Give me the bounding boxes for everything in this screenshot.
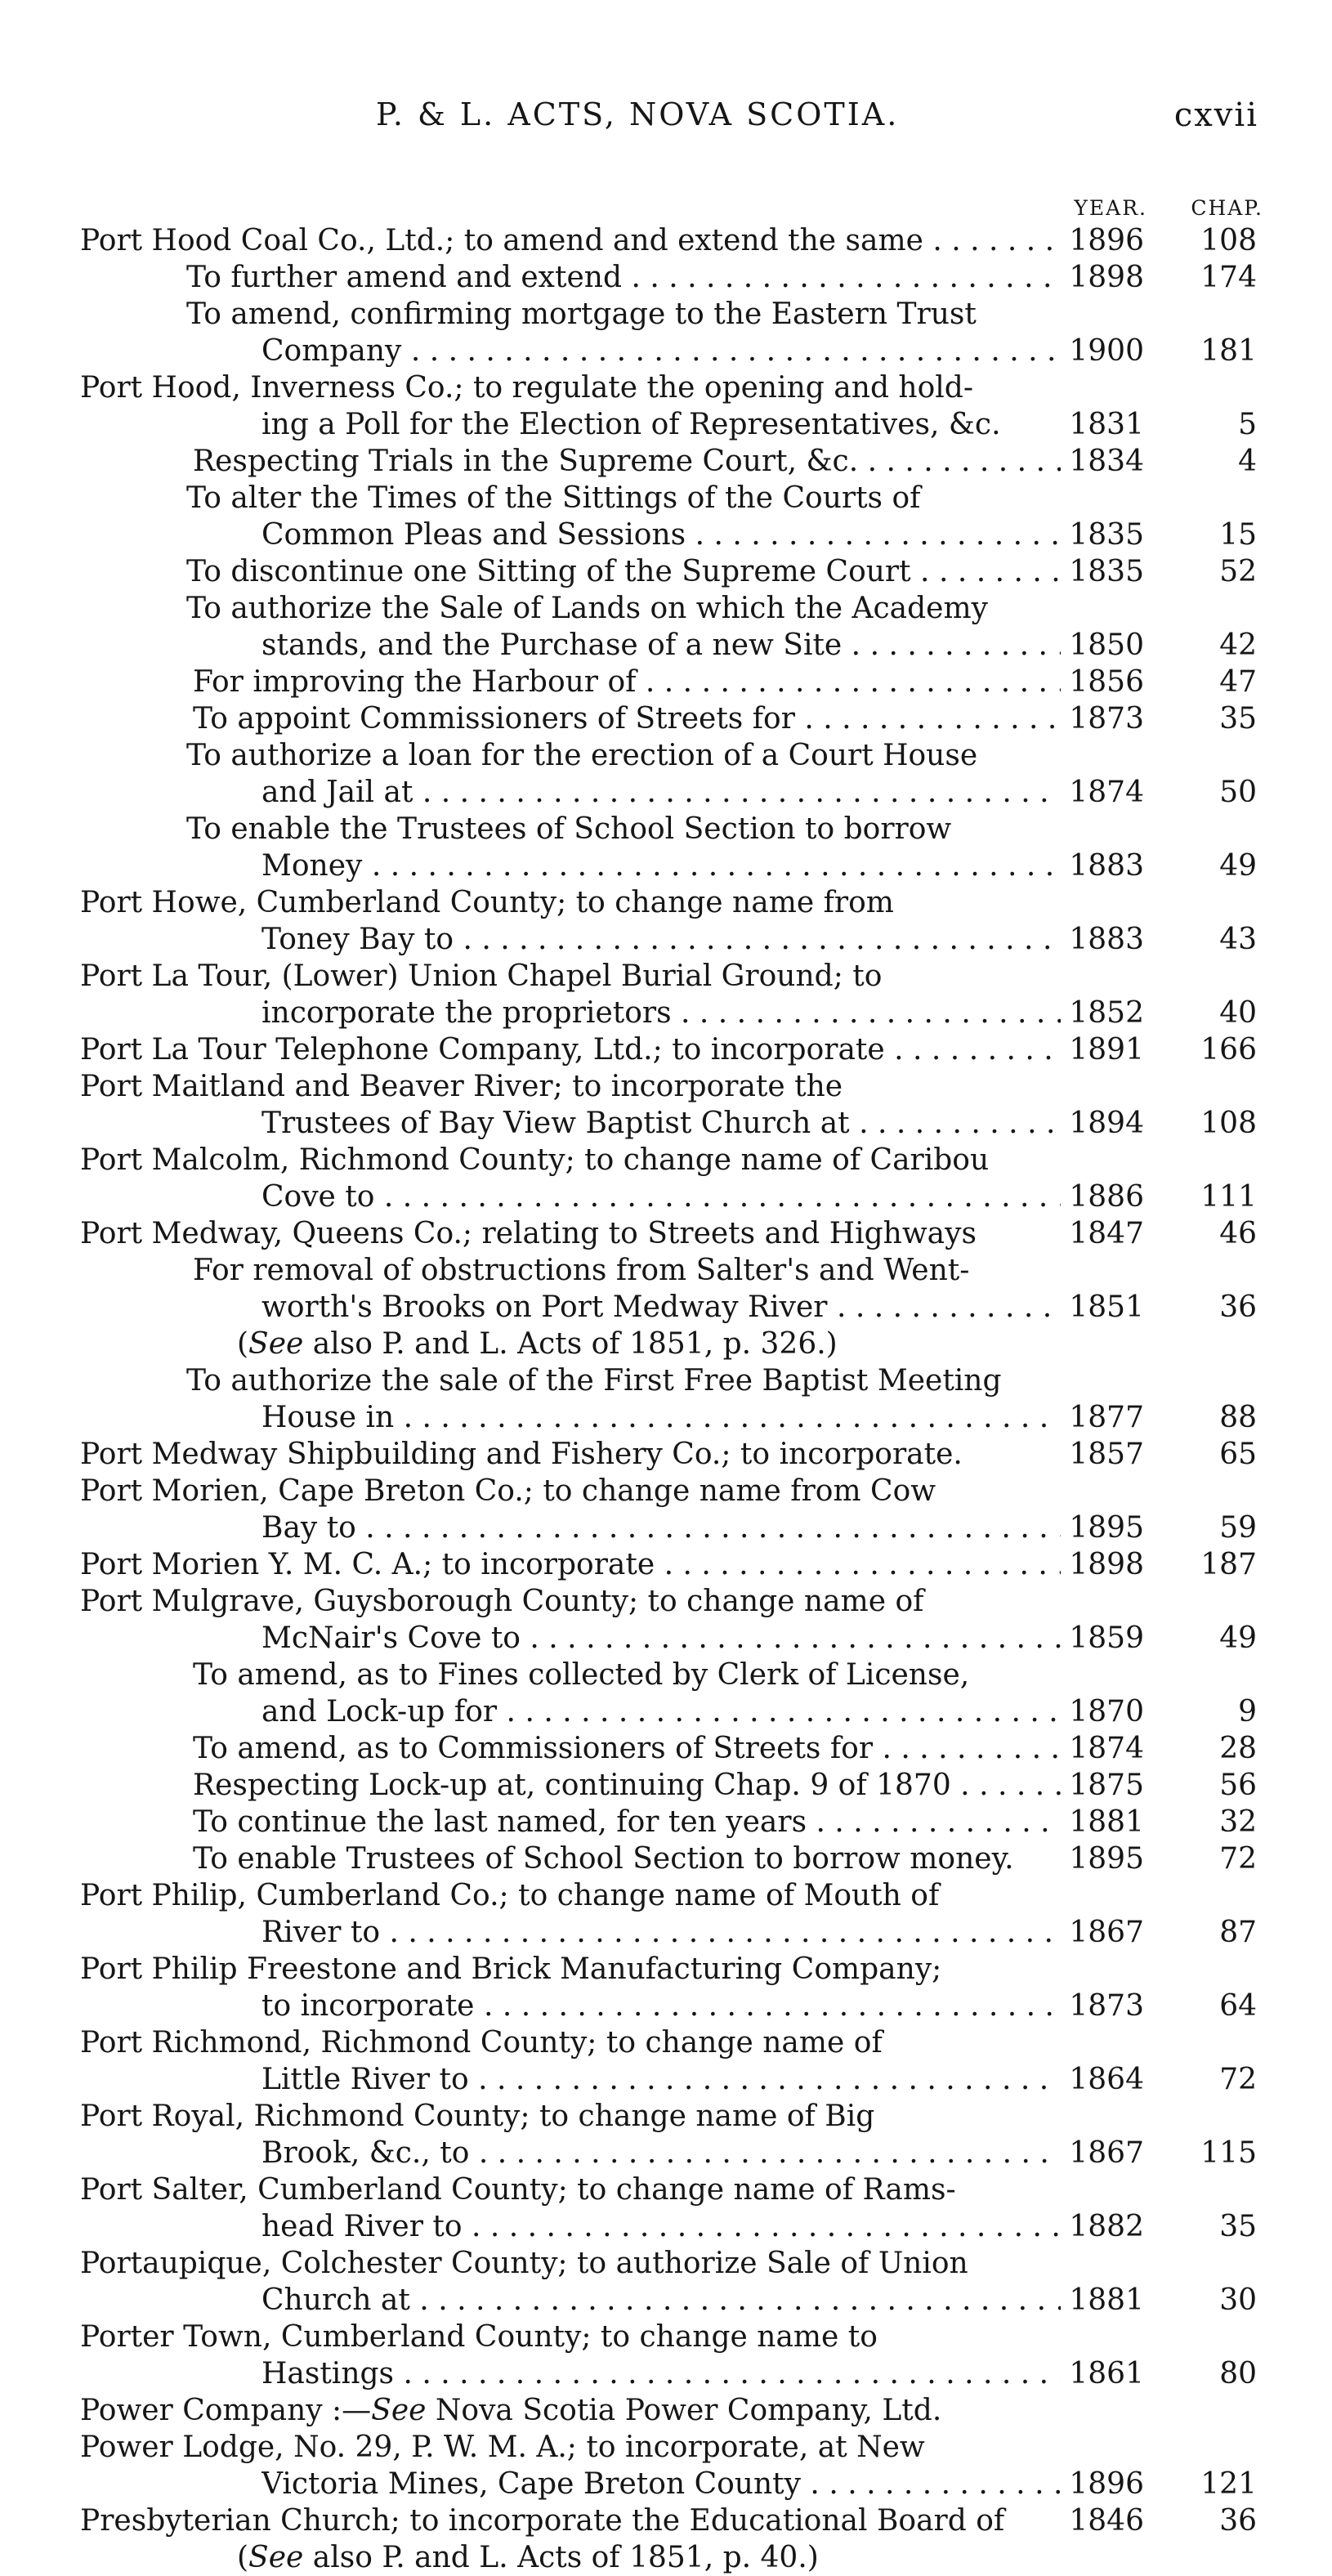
- entry-text: Trustees of Bay View Baptist Church at . . .: [261, 1105, 1061, 1142]
- index-entry: [0, 553, 1332, 590]
- index-entry: [0, 2208, 1332, 2245]
- index-entry: [0, 2171, 1332, 2208]
- entry-chapter: 56: [1219, 1769, 1257, 1802]
- entry-year: 1875: [1062, 1767, 1144, 1804]
- entry-year: 1898: [1062, 259, 1144, 296]
- index-entry: [0, 1620, 1332, 1657]
- index-entry: [0, 627, 1332, 664]
- entry-chapter: 72: [1219, 2063, 1257, 2096]
- index-entry: [0, 1951, 1332, 1988]
- index-entry: [0, 590, 1332, 627]
- index-entry: [0, 811, 1332, 847]
- index-entry: [0, 480, 1332, 517]
- entry-text: Port Royal, Richmond County; to change name of Big: [80, 2100, 875, 2133]
- index-entry: [0, 1068, 1332, 1105]
- entry-year: 1886: [1062, 1178, 1144, 1215]
- entry-text: River to . . .: [261, 1914, 1061, 1951]
- entry-year: 1834: [1062, 443, 1144, 480]
- entry-year: 1835: [1062, 553, 1144, 590]
- entry-year: 1881: [1062, 1804, 1144, 1840]
- entry-text: Port Medway, Queens Co.; relating to Streets and Highways: [80, 1217, 977, 1250]
- index-entry: [0, 1031, 1332, 1068]
- entry-text: Respecting Trials in the Supreme Court, &c. . . .: [193, 443, 1061, 480]
- entry-year: 1873: [1062, 1988, 1144, 2024]
- entry-chapter: 174: [1200, 261, 1257, 294]
- index-entry: [0, 1473, 1332, 1509]
- entry-text: Port Morien, Cape Breton Co.; to change name from Cow: [80, 1474, 936, 1508]
- index-entry: [0, 296, 1332, 333]
- entry-text: To appoint Commissioners of Streets for . . .: [193, 700, 1061, 737]
- entry-chapter: 9: [1238, 1695, 1257, 1729]
- index-entry: [0, 2319, 1332, 2355]
- index-entry: [0, 1252, 1332, 1289]
- entry-chapter: 30: [1219, 2283, 1257, 2317]
- entry-text: Port Mulgrave, Guysborough County; to change name of: [80, 1585, 924, 1618]
- entry-chapter: 121: [1200, 2467, 1257, 2501]
- entry-chapter: 15: [1219, 518, 1257, 552]
- entry-text: Port Malcolm, Richmond County; to change name of Caribou: [80, 1143, 990, 1177]
- entry-year: 1870: [1062, 1693, 1144, 1730]
- index-entry: [0, 2061, 1332, 2098]
- entry-chapter: 181: [1200, 334, 1257, 368]
- index-entry: [0, 700, 1332, 737]
- entry-chapter: 108: [1200, 1107, 1257, 1140]
- entry-text: Toney Bay to . . .: [261, 921, 1061, 958]
- entry-text: Port Philip, Cumberland Co.; to change name of Mouth of: [80, 1879, 940, 1912]
- entry-text: Port Medway Shipbuilding and Fishery Co.; to incorporate.: [80, 1438, 963, 1471]
- chapter-column-heading: CHAP.: [1191, 196, 1263, 220]
- entry-text: Port Morien Y. M. C. A.; to incorporate . . .: [80, 1546, 1061, 1583]
- entry-text: Port La Tour, (Lower) Union Chapel Burial Ground; to: [80, 959, 883, 993]
- index-entry: [0, 1767, 1332, 1804]
- index-entry: [0, 259, 1332, 296]
- entry-year: 1859: [1062, 1620, 1144, 1657]
- column-headings: [0, 196, 1332, 224]
- entry-chapter: 87: [1219, 1916, 1257, 1949]
- index-entry: [0, 2282, 1332, 2319]
- entry-text: Port Salter, Cumberland County; to change name of Rams-: [80, 2173, 956, 2207]
- entry-text: For removal of obstructions from Salter's and Went-: [193, 1254, 970, 1287]
- index-entry: [0, 1693, 1332, 1730]
- entry-text: Port Howe, Cumberland County; to change name from: [80, 886, 894, 919]
- index-entry: [0, 1804, 1332, 1840]
- index-entry: [0, 222, 1332, 259]
- entry-chapter: 43: [1219, 923, 1257, 956]
- index-entry: [0, 1657, 1332, 1693]
- entry-year: 1850: [1062, 627, 1144, 664]
- entry-chapter: 36: [1219, 1290, 1257, 1324]
- entry-text: Brook, &c., to . . .: [261, 2135, 1061, 2171]
- entry-year: 1898: [1062, 1546, 1144, 1583]
- index-entry: [0, 1730, 1332, 1767]
- entry-text: To continue the last named, for ten years . . .: [193, 1804, 1061, 1840]
- entry-year: 1864: [1062, 2061, 1144, 2098]
- entry-chapter: 47: [1219, 665, 1257, 699]
- entry-year: 1891: [1062, 1031, 1144, 1068]
- entry-text: worth's Brooks on Port Medway River . . .: [261, 1289, 1061, 1326]
- entry-text: To authorize the Sale of Lands on which the Academy: [186, 592, 988, 625]
- entry-text: To authorize a loan for the erection of a Court House: [186, 739, 978, 772]
- index-entry: [0, 443, 1332, 480]
- entry-text: head River to . . .: [261, 2208, 1061, 2245]
- entry-text: and Lock-up for . . .: [261, 1693, 1061, 1730]
- index-entry: [0, 1142, 1332, 1178]
- index-entry: [0, 2429, 1332, 2466]
- entry-text: and Jail at . . .: [261, 774, 1061, 811]
- entry-text: Church at . . .: [261, 2282, 1061, 2319]
- entry-text: For improving the Harbour of . . .: [193, 664, 1061, 700]
- entry-year: 1896: [1062, 222, 1144, 259]
- entry-text: incorporate the proprietors . . .: [261, 995, 1061, 1031]
- entry-chapter: 49: [1219, 1621, 1257, 1655]
- entry-year: 1857: [1062, 1436, 1144, 1473]
- entry-text: (See also P. and L. Acts of 1851, p. 326.): [237, 1327, 838, 1361]
- index-entry: [0, 1877, 1332, 1914]
- entry-text: McNair's Cove to . . .: [261, 1620, 1061, 1657]
- entry-chapter: 49: [1219, 849, 1257, 883]
- index-entry: [0, 406, 1332, 443]
- entry-chapter: 108: [1200, 224, 1257, 257]
- entry-text: To amend, as to Commissioners of Streets for . . .: [193, 1730, 1061, 1767]
- index-entry: [0, 884, 1332, 921]
- entry-text: Little River to . . .: [261, 2061, 1061, 2098]
- entry-year: 1835: [1062, 517, 1144, 553]
- entry-chapter: 111: [1200, 1180, 1257, 1214]
- index-entry: [0, 1326, 1332, 1362]
- entry-text: to incorporate . . .: [261, 1988, 1061, 2024]
- entry-chapter: 64: [1219, 1989, 1257, 2023]
- entry-year: 1873: [1062, 700, 1144, 737]
- entry-year: 1895: [1062, 1840, 1144, 1877]
- entry-text: Money . . .: [261, 847, 1061, 884]
- entry-year: 1883: [1062, 921, 1144, 958]
- index-entry: [0, 737, 1332, 774]
- entry-text: To amend, as to Fines collected by Clerk of License,: [193, 1658, 970, 1692]
- entry-text: Port Richmond, Richmond County; to change name of: [80, 2026, 883, 2059]
- entry-year: 1861: [1062, 2355, 1144, 2392]
- entry-chapter: 46: [1219, 1217, 1257, 1250]
- index-entry: [0, 1289, 1332, 1326]
- index-entry: [0, 1546, 1332, 1583]
- entry-chapter: 88: [1219, 1401, 1257, 1434]
- index-entry: [0, 2024, 1332, 2061]
- entry-text: (See also P. and L. Acts of 1851, p. 40.): [237, 2541, 819, 2574]
- entry-chapter: 59: [1219, 1511, 1257, 1545]
- index-entry: [0, 958, 1332, 995]
- index-entry: [0, 2245, 1332, 2282]
- index-entry: [0, 333, 1332, 369]
- entry-chapter: 35: [1219, 702, 1257, 736]
- entry-text: ing a Poll for the Election of Representatives, &c.: [261, 408, 1001, 441]
- entry-text: Company . . .: [261, 333, 1061, 369]
- index-entry: [0, 1436, 1332, 1473]
- index-entry: [0, 2466, 1332, 2502]
- entry-chapter: 65: [1219, 1438, 1257, 1471]
- entry-year: 1900: [1062, 333, 1144, 369]
- index-entry: [0, 2098, 1332, 2135]
- index-entry: [0, 1362, 1332, 1399]
- index-entry: [0, 1105, 1332, 1142]
- entry-text: Port Hood, Inverness Co.; to regulate the opening and hold-: [80, 371, 974, 405]
- index-entry: [0, 2392, 1332, 2429]
- entry-chapter: 28: [1219, 1732, 1257, 1765]
- index-entry: [0, 847, 1332, 884]
- entry-chapter: 52: [1219, 555, 1257, 588]
- entry-text: Port Hood Coal Co., Ltd.; to amend and extend the same . . .: [80, 222, 1061, 259]
- entry-chapter: 42: [1219, 628, 1257, 662]
- entry-chapter: 32: [1219, 1805, 1257, 1839]
- entry-text: Bay to . . .: [261, 1509, 1061, 1546]
- entry-text: Porter Town, Cumberland County; to change name to: [80, 2320, 878, 2354]
- entry-chapter: 187: [1200, 1548, 1257, 1581]
- entry-year: 1867: [1062, 2135, 1144, 2171]
- entry-text: Port Philip Freestone and Brick Manufacturing Company;: [80, 1952, 942, 1986]
- index-entry: [0, 1840, 1332, 1877]
- entry-year: 1867: [1062, 1914, 1144, 1951]
- entry-chapter: 50: [1219, 776, 1257, 809]
- running-head: P. & L. ACTS, NOVA SCOTIA.: [376, 96, 900, 132]
- entry-text: Hastings . . .: [261, 2355, 1061, 2392]
- index-entry: [0, 2502, 1332, 2539]
- entry-text: To authorize the sale of the First Free Baptist Meeting: [186, 1364, 1002, 1398]
- entry-chapter: 35: [1219, 2210, 1257, 2243]
- entry-year: 1877: [1062, 1399, 1144, 1436]
- entry-year: 1883: [1062, 847, 1144, 884]
- entry-year: 1856: [1062, 664, 1144, 700]
- index-entry: [0, 1914, 1332, 1951]
- entry-year: 1895: [1062, 1509, 1144, 1546]
- entry-text: stands, and the Purchase of a new Site . . .: [261, 627, 1061, 664]
- entry-text: To discontinue one Sitting of the Supreme Court . . .: [186, 553, 1061, 590]
- index-entry: [0, 921, 1332, 958]
- entry-chapter: 166: [1200, 1033, 1257, 1067]
- index-entry: [0, 1215, 1332, 1252]
- index-entry: [0, 664, 1332, 700]
- index-entry: [0, 1509, 1332, 1546]
- entry-text: Common Pleas and Sessions . . .: [261, 517, 1061, 553]
- entry-year: 1894: [1062, 1105, 1144, 1142]
- index-entry: [0, 1583, 1332, 1620]
- entry-text: Power Lodge, No. 29, P. W. M. A.; to incorporate, at New: [80, 2431, 925, 2464]
- index-entry: [0, 995, 1332, 1031]
- index-entry: [0, 369, 1332, 406]
- index-entry: [0, 1178, 1332, 1215]
- entry-text: To enable the Trustees of School Section to borrow: [186, 812, 952, 846]
- entry-chapter: 72: [1219, 1842, 1257, 1876]
- entry-text: Portaupique, Colchester County; to authorize Sale of Union: [80, 2247, 968, 2280]
- entry-chapter: 5: [1238, 408, 1257, 441]
- entry-year: 1851: [1062, 1289, 1144, 1326]
- entry-year: 1874: [1062, 774, 1144, 811]
- page-header: [0, 96, 1332, 145]
- entry-chapter: 4: [1238, 445, 1257, 478]
- entry-year: 1882: [1062, 2208, 1144, 2245]
- index-entry: [0, 2355, 1332, 2392]
- entry-year: 1874: [1062, 1730, 1144, 1767]
- entry-text: Presbyterian Church; to incorporate the Educational Board of: [80, 2504, 1005, 2538]
- entry-text: To alter the Times of the Sittings of the Courts of: [186, 481, 921, 515]
- entry-chapter: 115: [1200, 2136, 1257, 2170]
- index-entry: [0, 774, 1332, 811]
- entry-text: House in . . .: [261, 1399, 1061, 1436]
- entry-year: 1896: [1062, 2466, 1144, 2502]
- entry-chapter: 36: [1219, 2504, 1257, 2538]
- entry-text: Victoria Mines, Cape Breton County . . .: [261, 2466, 1061, 2502]
- entry-text: To amend, confirming mortgage to the Eastern Trust: [186, 297, 977, 331]
- entry-text: Respecting Lock-up at, continuing Chap. 9 of 1870 . . .: [193, 1767, 1061, 1804]
- entry-text: To enable Trustees of School Section to borrow money.: [193, 1842, 1014, 1876]
- entry-text: Port La Tour Telephone Company, Ltd.; to incorporate . . .: [80, 1031, 1061, 1068]
- entry-year: 1852: [1062, 995, 1144, 1031]
- entry-text: Cove to . . .: [261, 1178, 1061, 1215]
- index-entry: [0, 1399, 1332, 1436]
- entry-year: 1831: [1062, 406, 1144, 443]
- index-entry: [0, 2539, 1332, 2576]
- entry-text: Port Maitland and Beaver River; to incorporate the: [80, 1070, 843, 1103]
- page-number: cxvii: [1173, 96, 1258, 134]
- entry-year: 1846: [1062, 2502, 1144, 2539]
- index-entry: [0, 2135, 1332, 2171]
- entry-text: Power Company :—See Nova Scotia Power Company, Ltd.: [80, 2394, 942, 2427]
- entry-chapter: 80: [1219, 2357, 1257, 2390]
- entry-chapter: 40: [1219, 996, 1257, 1030]
- index-entry: [0, 1988, 1332, 2024]
- index-entry: [0, 517, 1332, 553]
- entry-text: To further amend and extend . . .: [186, 259, 1061, 296]
- entry-year: 1881: [1062, 2282, 1144, 2319]
- index-entries: [0, 222, 1332, 2576]
- entry-year: 1847: [1062, 1215, 1144, 1252]
- year-column-heading: YEAR.: [1074, 196, 1147, 220]
